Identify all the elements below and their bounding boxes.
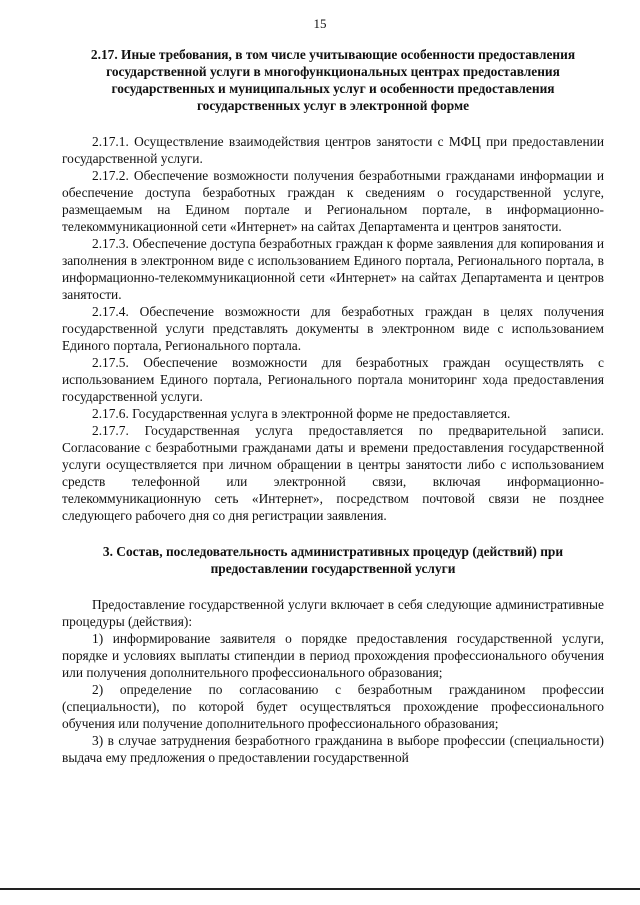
list-item-procedure-2: 2) определение по согласованию с безработным гражданином профессии (специальности), по которой будет осуществляться прохождение профессионального обучения или получение дополнительного профессионального образования; (62, 682, 604, 731)
bottom-border-line (0, 888, 640, 890)
section-heading-3: 3. Состав, последовательность административных процедур (действий) при предоставлении государственной услуги (102, 544, 564, 576)
list-item-procedure-3: 3) в случае затруднения безработного гражданина в выборе профессии (специальности) выдача ему предложения о предоставлении государственной (62, 733, 604, 765)
paragraph-2-17-6: 2.17.6. Государственная услуга в электронной форме не предоставляется. (92, 406, 511, 421)
spacer (62, 114, 604, 133)
paragraph-2-17-2: 2.17.2. Обеспечение возможности получения безработными гражданами информации и обеспечение доступа безработных граждан к сведениям о государственной услуге, размещаемым на Едином портале и Региональном портале, в информационно-телекоммуникационной сети «Интернет» на сайтах Департамента и центров занятости. (62, 168, 604, 234)
spacer (62, 524, 604, 543)
paragraph-2-17-7: 2.17.7. Государственная услуга предоставляется по предварительной записи. Согласование с безработными гражданами даты и времени предоставления государственной услуги осуществляется при личном обращении в центры занятости либо с использованием средств телефонной или электронной связи, включая информационно-телекоммуникационную сеть «Интернет», посредством почтовой связи не позднее следующего рабочего дня со дня регистрации заявления. (62, 423, 604, 523)
paragraph-2-17-5: 2.17.5. Обеспечение возможности для безработных граждан осуществлять с использованием Единого портала, Регионального портала мониторинг хода предоставления государственной услуги. (62, 355, 604, 404)
paragraph-3-intro: Предоставление государственной услуги включает в себя следующие административные процедуры (действия): (62, 597, 604, 629)
page-number: 15 (313, 16, 327, 31)
spacer (62, 577, 604, 596)
paragraph-2-17-3: 2.17.3. Обеспечение доступа безработных граждан к форме заявления для копирования и заполнения в электронном виде с использованием Единого портала, Регионального портала, в информационно-телекоммуникационной сети «Интернет» на сайтах Департамента и центров занятости. (62, 236, 604, 302)
paragraph-2-17-1: 2.17.1. Осуществление взаимодействия центров занятости с МФЦ при предоставлении государственной услуги. (62, 134, 604, 166)
page-content (62, 46, 604, 766)
paragraph-2-17-4: 2.17.4. Обеспечение возможности для безработных граждан в целях получения государственной услуги представлять документы в электронном виде с использованием Единого портала, Регионального портала. (62, 304, 604, 353)
list-item-procedure-1: 1) информирование заявителя о порядке предоставления государственной услуги, порядке и условиях выплаты стипендии в период прохождения профессионального обучения или получения дополнительного профессионального образования; (62, 631, 604, 680)
section-heading-2-17: 2.17. Иные требования, в том числе учитывающие особенности предоставления государственной услуги в многофункциональных центрах предоставления государственных и муниципальных услуг и особенности предоставления государственных услуг в электронной форме (90, 47, 576, 113)
